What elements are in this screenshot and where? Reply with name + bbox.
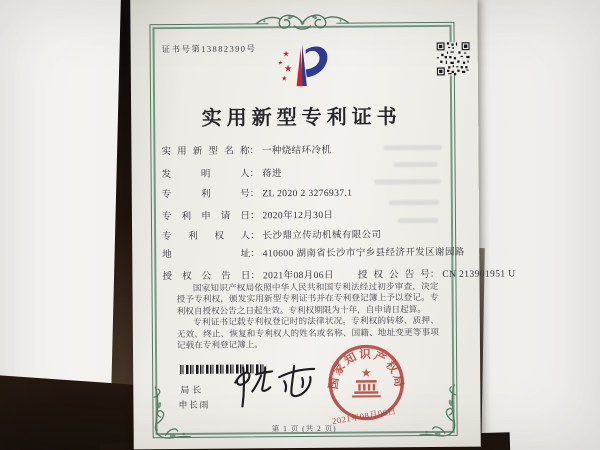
field-label: 专利号: [161, 189, 250, 201]
page-showthrough: [383, 145, 441, 150]
paragraph: 专利证书记载专利权登记时的法律状况。专利权的转移、质押、无效、终止、恢复和专利权人的姓名或名称、国籍、地址变更等事项记载在专利登记簿上。: [176, 315, 439, 351]
national-emblem-icon: [352, 368, 381, 398]
field-value: 一种烧结环冷机: [261, 145, 332, 157]
page-showthrough: [389, 200, 439, 205]
handwritten-signature: [221, 364, 329, 410]
field-row-patentee: 专利权人 ： 长沙鼎立传动机械有限公司: [162, 226, 467, 242]
field-value: 2021年08月06日: [262, 270, 334, 282]
signer-name: 申长雨: [178, 399, 210, 411]
seal-date: 2021年08月06日: [331, 405, 398, 427]
table-surface-bottom-left: [0, 375, 146, 450]
legal-paragraphs: [176, 281, 439, 351]
field-label: 授权公告号: [357, 270, 430, 281]
field-value: 蒋进: [262, 169, 282, 180]
field-label: 授权公告日: [162, 271, 251, 283]
svg-text:国家知识产权局: [326, 347, 406, 390]
page-showthrough: [398, 218, 438, 223]
page-showthrough: [375, 179, 441, 185]
field-value: 长沙鼎立传动机械有限公司: [262, 230, 382, 242]
field-value: CN 213901951 U: [442, 269, 516, 280]
field-row-inventor: 发明人 ： 蒋进: [162, 164, 467, 180]
field-value: ZL 2020 2 3276937.1: [262, 188, 353, 200]
certificate-title: 实用新型专利证书: [201, 106, 402, 130]
page-footer: 第 1 页 (共 2 页): [271, 423, 337, 434]
field-row-grant: 授权公告日 ： 2021年08月06日 授权公告号 ： CN 213901951 U: [162, 266, 467, 282]
field-row-filing-date: 专利申请日 ： 2020年12月30日: [162, 206, 467, 222]
seal-text: 国家知识产权局: [326, 348, 406, 391]
page-showthrough: [394, 162, 438, 167]
cnipa-patent-logo-icon: [274, 42, 334, 89]
field-label: 专利权人: [162, 231, 251, 243]
qr-code-icon: [437, 42, 470, 76]
certificate-number: 证书号第13882390号: [161, 43, 257, 55]
field-label: 专利申请日: [161, 211, 250, 223]
field-value: 2020年12月30日: [262, 210, 334, 222]
field-value: 410600 湖南省长沙市宁乡县经济开发区谢园路: [262, 247, 465, 260]
field-row-name: 实用新型名称 ： 一种烧结环冷机: [161, 141, 466, 157]
certificate-paper: [130, 0, 516, 449]
paragraph: 国家知识产权局依照中华人民共和国专利法经过初步审查，决定授予专利权，颁发实用新型专利证书并在专利登记簿上予以登记。专利权自授权公告之日起生效。专利权期限为十年，自申请日起算。: [176, 280, 439, 316]
field-label: 发明人: [161, 169, 250, 181]
field-row-address: 地址 ： 410600 湖南省长沙市宁乡县经济开发区谢园路: [162, 244, 467, 260]
signer-title: 局长: [180, 384, 205, 395]
field-row-patent-number: 专利号 ： ZL 2020 2 3276937.1: [162, 184, 467, 200]
field-label: 实用新型名称: [161, 146, 250, 158]
field-label: 地址: [162, 249, 251, 261]
green-scroll-ornament-icon: [254, 10, 350, 37]
